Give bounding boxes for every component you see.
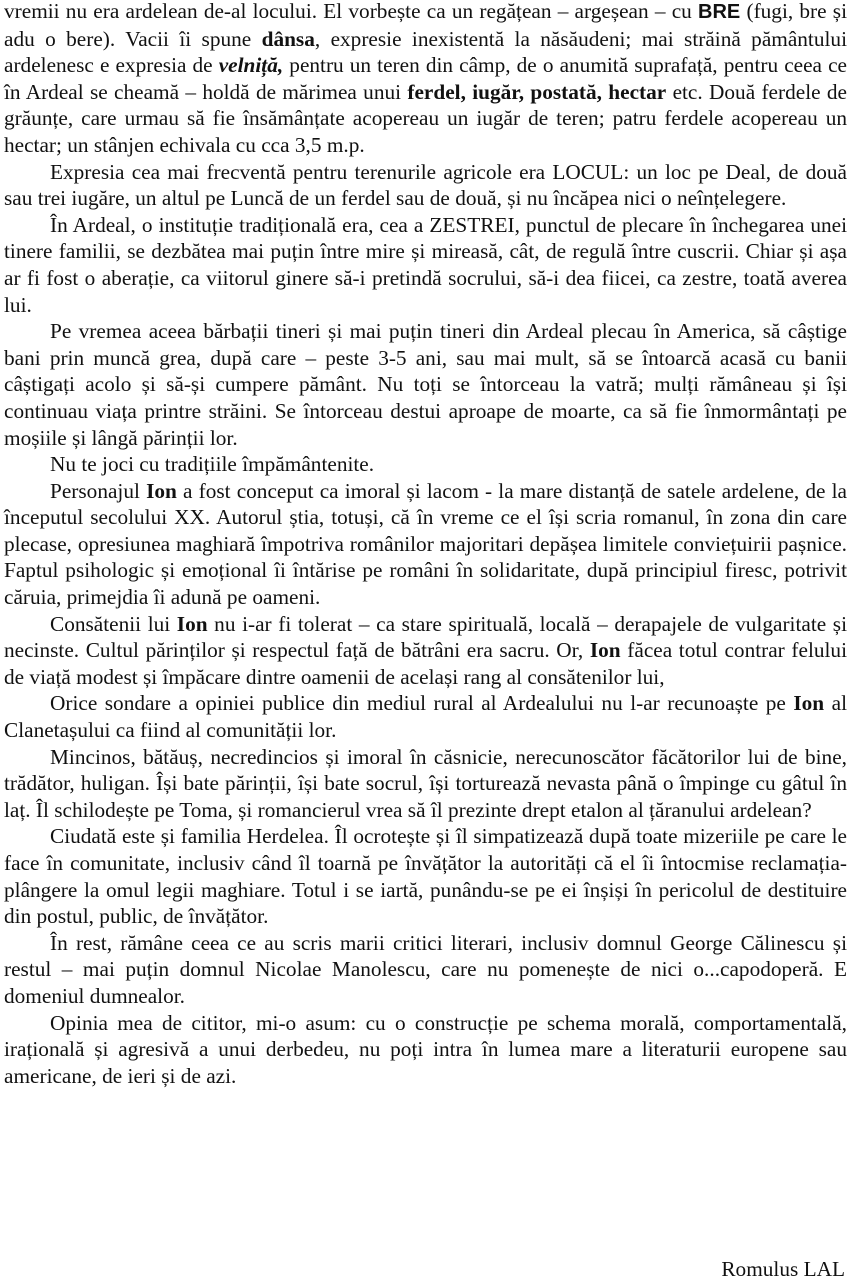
paragraph xyxy=(4,744,847,824)
paragraph xyxy=(4,212,847,318)
text-run: Personajul xyxy=(50,478,147,503)
text-run: pentru un teren din câmp, de o anumită suprafață, pentru ceea ce în Ardeal se cheamă – holdă de mărimea unui xyxy=(4,53,847,104)
paragraph xyxy=(4,478,847,611)
text-run: Consătenii lui xyxy=(50,611,177,636)
text-run: făcea totul contrar felului de viață modest și împăcare dintre oamenii de același rang al consătenilor lui, xyxy=(4,638,847,689)
paragraph xyxy=(4,611,847,691)
bold-italic-text: velniță, xyxy=(218,53,284,78)
text-run: Expresia cea mai frecventă pentru terenurile agricole era LOCUL: un loc pe Deal, de două sau trei iugăre, un altul pe Luncă de un ferdel sau de două, și nu încăpea nici o neînțelegere. xyxy=(4,159,847,211)
text-run: nu i-ar fi tolerat – ca stare spirituală, locală – derapajele de vulgaritate și necinste. Cultul părinților și respectul față de bătrâni era sacru. Or, xyxy=(4,611,847,663)
paragraph xyxy=(4,1010,847,1090)
paragraph xyxy=(4,318,847,451)
text-run: În Ardeal, o instituție tradițională era, cea a ZESTREI, punctul de plecare în închegarea unei tinere familii, se dezbătea mai puțin între mire și mireasă, cât, de regulă între cuscrii. Chiar și așa ar fi fost o aberație, ca viitorul ginere să-i pretindă socrului, să-i dea fiicei, ca zestre, toată averea lui. xyxy=(4,212,847,317)
bold-text: ferdel, iugăr, postată, hectar xyxy=(407,79,667,104)
paragraph xyxy=(4,159,847,212)
paragraph xyxy=(4,0,847,159)
text-run: În rest, rămâne ceea ce au scris marii critici literari, inclusiv domnul George Călinescu și restul – mai puțin domnul Nicolae Manolescu, care nu pomenește de nici o...capodoperă. E domeniul dumnealor. xyxy=(4,930,847,1008)
bold-text: Ion xyxy=(793,691,825,716)
text-run: (fugi, bre și adu o bere). Vacii îi spune xyxy=(4,0,848,51)
paragraph xyxy=(4,451,847,478)
text-run: Mincinos, bătăuș, necredincios și imoral în căsnicie, nerecunoscător făcătorilor lui de bine, trădător, huligan. Își bate părinții, își bate socrul, își torturează nevasta până o împinge cu gâtul în laț. Îl schilodește pe Toma, și romancierul vrea să îl prezinte drept etalon al țăranului ardelean? xyxy=(4,744,847,822)
paragraph xyxy=(4,930,847,1010)
text-run: Opinia mea de cititor, mi-o asum: cu o construcție pe schema morală, comportamentală, irațională și agresivă a unui derbedeu, nu poți intra în lumea mare a literaturii europene sau americane, de ieri și de azi. xyxy=(4,1010,847,1088)
text-run: Pe vremea aceea bărbații tineri și mai puțin tineri din Ardeal plecau în America, să câștige bani prin muncă grea, după care – peste 3-5 ani, sau mai mult, să se întoarcă acasă cu banii câștigați acolo și să-și cumpere pământ. Nu toți se întorceau la vatră; mulți rămâneau și își continuau viața printre străini. Se întorceau destui aproape de moarte, ca să fie înmormântați pe moșiile și lângă părinții lor. xyxy=(4,319,847,450)
text-run: Ciudată este și familia Herdelea. Îl ocrotește și îl simpatizează după toate mizeriile pe care le face în comunitate, inclusiv când îl toarnă pe învățător la autorități că el îi întocmise reclamația-plângere la omul legii maghiare. Totul i se iartă, punându-se pe ei înșiși în pericolul de destituire din postul, public, de învățător. xyxy=(4,824,847,929)
text-run: , expresie inexistentă la năsăudeni; mai străină pământului ardelenesc e expresia de xyxy=(4,26,847,78)
bold-text: dânsa xyxy=(261,26,315,51)
text-run: a fost conceput ca imoral și lacom - la mare distanță de satele ardelene, de la începutul secolului XX. Autorul știa, totuși, că în vreme ce el își scria romanul, în zona din care plecase, opresiunea maghiară împotriva românilor majoritari depășea limitele conviețuirii pașnice. Faptul psihologic și emoțional îi întărise pe români în solidaritate, după principiul firesc, potrivit căruia, primejdia îi adună pe oameni. xyxy=(4,478,847,610)
text-run: Orice sondare a opiniei publice din mediul rural al Ardealului nu l-ar recunoaște pe xyxy=(50,691,794,716)
article-body xyxy=(4,0,847,1089)
text-run: etc. Două ferdele de grăunțe, care urmau să fie însămânțate acopereau un iugăr de teren; patru ferdele acopereau un hectar; un stânjen echivala cu cca 3,5 m.p. xyxy=(4,79,847,157)
bold-text: BRE xyxy=(698,1,741,23)
text-run: Nu te joci cu tradițiile împământenite. xyxy=(50,452,375,477)
paragraph xyxy=(4,823,847,929)
bold-text: Ion xyxy=(589,638,621,663)
text-run: vremii nu era ardelean de-al locului. El vorbește ca un regățean – argeșean – cu xyxy=(4,0,699,23)
text-run: al Clanetașului ca fiind al comunității lor. xyxy=(4,691,847,743)
bold-text: Ion xyxy=(146,478,177,503)
author-signature: Romulus LAL xyxy=(721,1257,845,1281)
bold-text: Ion xyxy=(176,611,208,636)
paragraph xyxy=(4,690,847,743)
